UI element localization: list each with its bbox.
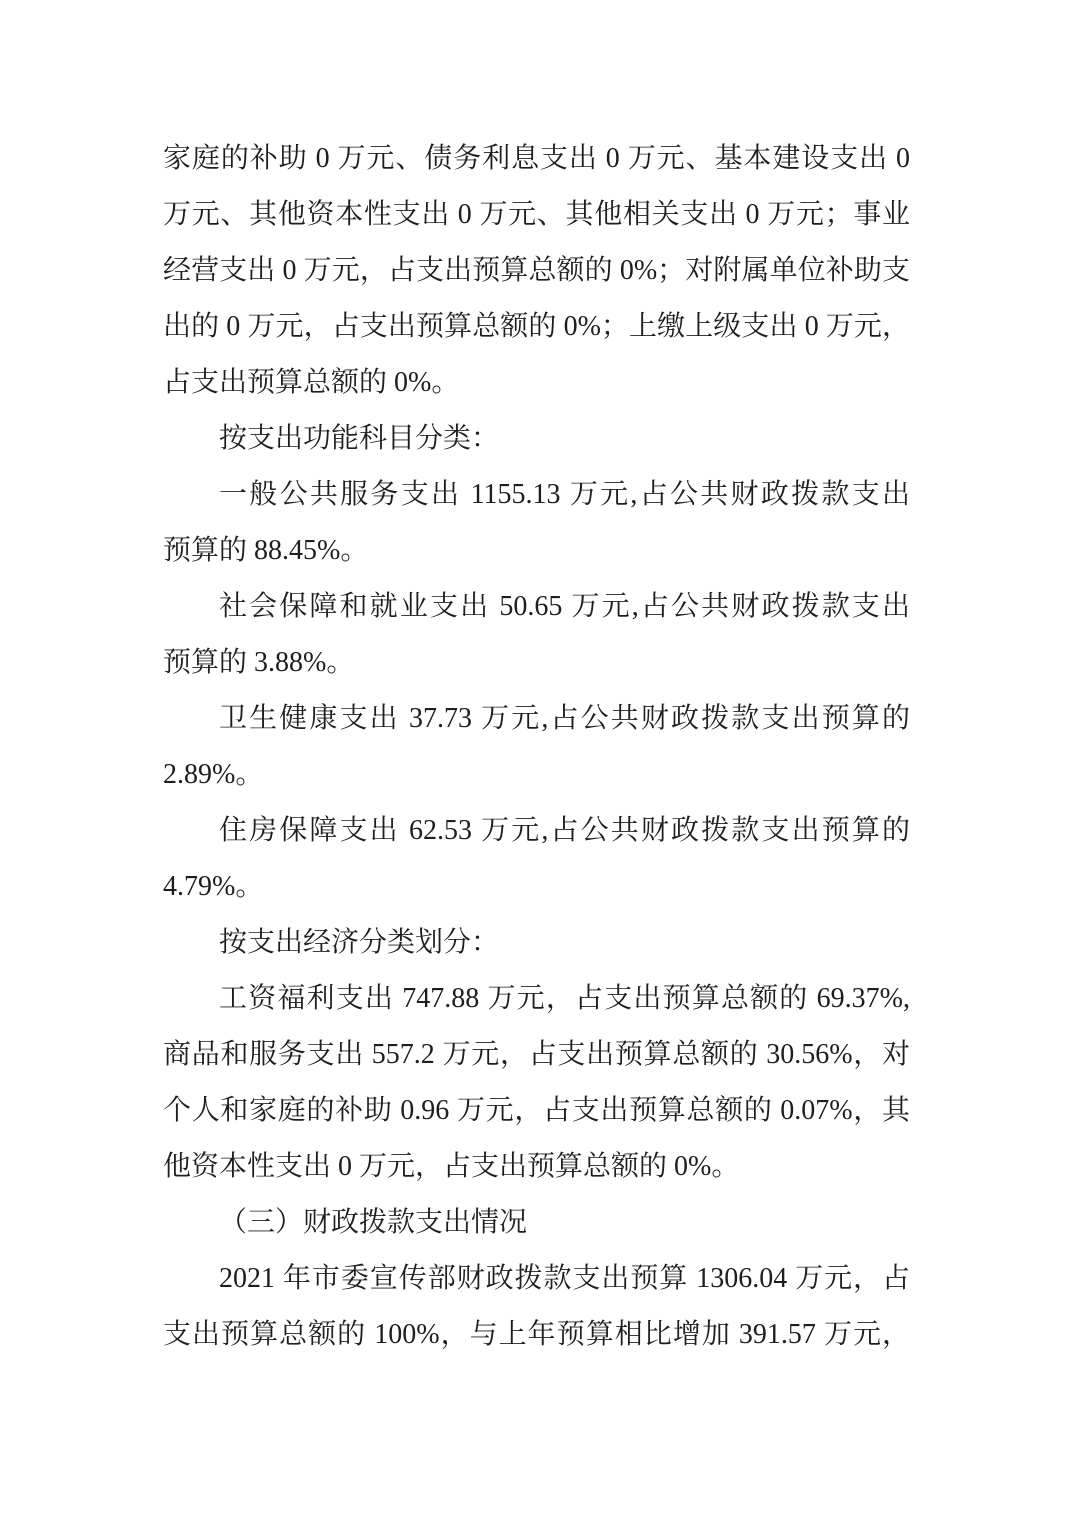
text-line: 家庭的补助 0 万元、债务利息支出 0 万元、基本建设支出 0 [163, 143, 910, 174]
text-line: 支出预算总额的 100%，与上年预算相比增加 391.57 万元， [163, 1319, 910, 1350]
text-line: 预算的 88.45%。 [163, 535, 369, 566]
paragraph-fiscal-appropriation-expenditure [163, 1251, 910, 1363]
text-line: （三）财政拨款支出情况 [219, 1207, 528, 1238]
text-line: 他资本性支出 0 万元，占支出预算总额的 0%。 [163, 1151, 740, 1182]
text-line: 按支出经济分类划分： [219, 927, 500, 958]
text-line: 个人和家庭的补助 0.96 万元，占支出预算总额的 0.07%，其 [163, 1095, 910, 1126]
text-line: 住房保障支出 62.53 万元,占公共财政拨款支出预算的 [219, 815, 910, 846]
paragraph-section-three-heading [163, 1195, 910, 1251]
document-body [163, 131, 910, 1363]
text-line: 一般公共服务支出 1155.13 万元,占公共财政拨款支出 [219, 479, 910, 510]
text-line: 2021 年市委宣传部财政拨款支出预算 1306.04 万元，占 [219, 1263, 910, 1294]
text-line: 社会保障和就业支出 50.65 万元,占公共财政拨款支出 [219, 591, 910, 622]
text-line: 2.89%。 [163, 759, 264, 790]
paragraph-social-security-and-employment [163, 579, 910, 691]
text-line: 经营支出 0 万元，占支出预算总额的 0%；对附属单位补助支 [163, 255, 910, 286]
text-line: 工资福利支出 747.88 万元，占支出预算总额的 69.37%, [219, 983, 910, 1014]
paragraph-function-classification-heading [163, 411, 910, 467]
text-line: 按支出功能科目分类： [219, 423, 500, 454]
paragraph-basic-expenditure-continuation [163, 131, 910, 411]
paragraph-economic-classification-heading [163, 915, 910, 971]
text-line: 商品和服务支出 557.2 万元，占支出预算总额的 30.56%，对 [163, 1039, 910, 1070]
text-line: 卫生健康支出 37.73 万元,占公共财政拨款支出预算的 [219, 703, 910, 734]
text-line: 预算的 3.88%。 [163, 647, 355, 678]
paragraph-housing-security-expenditure [163, 803, 910, 915]
text-line: 万元、其他资本性支出 0 万元、其他相关支出 0 万元；事业 [163, 199, 910, 230]
paragraph-economic-classification-detail [163, 971, 910, 1195]
paragraph-general-public-services [163, 467, 910, 579]
text-line: 出的 0 万元，占支出预算总额的 0%；上缴上级支出 0 万元， [163, 311, 910, 342]
text-line: 4.79%。 [163, 871, 264, 902]
text-line: 占支出预算总额的 0%。 [163, 367, 460, 398]
paragraph-health-expenditure [163, 691, 910, 803]
